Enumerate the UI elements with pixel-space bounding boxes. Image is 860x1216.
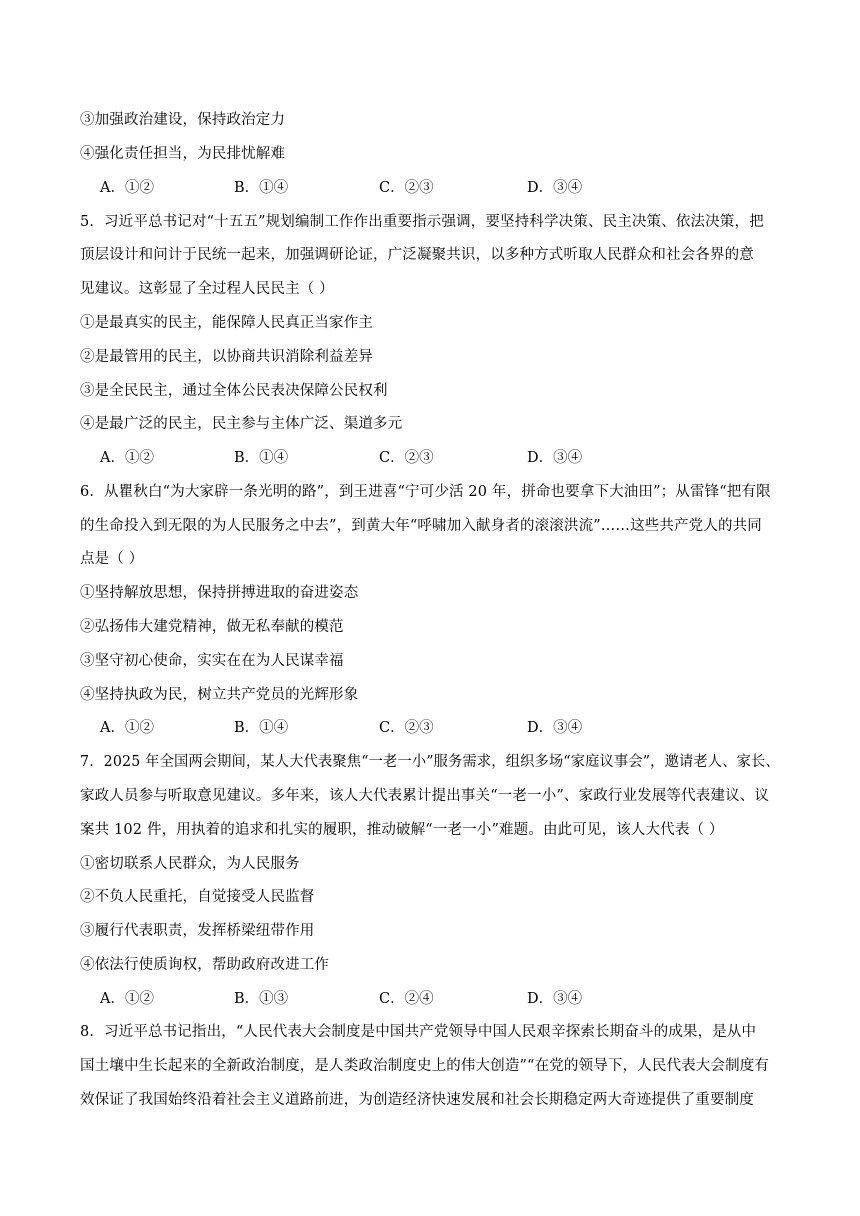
q6-option-a: A．①② bbox=[100, 720, 154, 736]
q5-item-1: ①是最真实的民主，能保障人民真正当家作主 bbox=[80, 315, 373, 331]
q7-item-3: ③履行代表职责，发挥桥梁纽带作用 bbox=[80, 923, 315, 939]
q8-stem-line-1: 8．习近平总书记指出，“人民代表大会制度是中国共产党领导中国人民艰辛探索长期奋斗的成果，是从中 bbox=[80, 1024, 757, 1040]
q5-option-d: D．③④ bbox=[527, 450, 583, 466]
q6-stem-line-3: 点是（ ） bbox=[80, 551, 144, 567]
q6-stem-line-2: 的生命投入到无限的为人民服务之中去”，到黄大年“呼啸加入献身者的滚滚洪流”……这些共产党人的共同 bbox=[80, 518, 762, 534]
q6-item-4: ④坚持执政为民，树立共产党员的光辉形象 bbox=[80, 687, 359, 703]
q8-stem-line-2: 国土壤中生长起来的全新政治制度，是人类政治制度史上的伟大创造”“在党的领导下，人民代表大会制度有 bbox=[80, 1058, 770, 1074]
q4-item-3: ③加强政治建设，保持政治定力 bbox=[80, 112, 286, 128]
q5-option-a: A．①② bbox=[100, 450, 154, 466]
q5-stem-line-1: 5．习近平总书记对“十五五”规划编制工作作出重要指示强调，要坚持科学决策、民主决策、依法决策，把 bbox=[80, 214, 764, 230]
q6-stem-line-1: 6．从瞿秋白“为大家辟一条光明的路”，到王进喜“宁可少活 20 年，拼命也要拿下大油田”；从雷锋“把有限 bbox=[80, 484, 771, 500]
q4-option-a: A．①② bbox=[100, 180, 154, 196]
q5-item-4: ④是最广泛的民主，民主参与主体广泛、渠道多元 bbox=[80, 416, 403, 432]
q5-option-c: C．②③ bbox=[379, 450, 434, 466]
q5-stem-line-2: 顶层设计和问计于民统一起来，加强调研论证，广泛凝聚共识，以多种方式听取人民群众和社会各界的意 bbox=[80, 247, 754, 263]
q5-item-3: ③是全民民主，通过全体公民表决保障公民权利 bbox=[80, 383, 388, 399]
q7-stem-line-2: 家政人员参与听取意见建议。多年来，该人大代表累计提出事关“一老一小”、家政行业发展等代表建议、议 bbox=[80, 788, 770, 804]
q5-item-2: ②是最管用的民主，以协商共识消除利益差异 bbox=[80, 349, 373, 365]
q7-options bbox=[100, 989, 800, 1009]
q4-options bbox=[100, 178, 800, 198]
q7-option-a: A．①② bbox=[100, 991, 154, 1007]
q7-item-1: ①密切联系人民群众，为人民服务 bbox=[80, 856, 300, 872]
q7-item-2: ②不负人民重托，自觉接受人民监督 bbox=[80, 889, 315, 905]
q4-option-d: D．③④ bbox=[527, 180, 583, 196]
q6-item-1: ①坚持解放思想，保持拼搏进取的奋进姿态 bbox=[80, 585, 359, 601]
q4-option-b: B．①④ bbox=[234, 180, 289, 196]
q6-item-3: ③坚守初心使命，实实在在为人民谋幸福 bbox=[80, 653, 344, 669]
q6-option-c: C．②③ bbox=[379, 720, 434, 736]
q7-option-b: B．①③ bbox=[234, 991, 289, 1007]
q6-item-2: ②弘扬伟大建党精神，做无私奉献的模范 bbox=[80, 619, 344, 635]
q8-stem-line-3: 效保证了我国始终沿着社会主义道路前进，为创造经济快速发展和社会长期稳定两大奇迹提供了重要制度 bbox=[80, 1092, 754, 1108]
q7-option-c: C．②④ bbox=[379, 991, 434, 1007]
q4-option-c: C．②③ bbox=[379, 180, 434, 196]
q5-stem-line-3: 见建议。这彰显了全过程人民民主（ ） bbox=[80, 281, 334, 297]
q5-options bbox=[100, 448, 800, 468]
q4-item-4: ④强化责任担当，为民排忧解难 bbox=[80, 146, 286, 162]
q7-stem-line-3: 案共 102 件，用执着的追求和扎实的履职，推动破解“一老一小”难题。由此可见，该人大代表（ ） bbox=[80, 822, 724, 838]
q6-options bbox=[100, 718, 800, 738]
q6-option-d: D．③④ bbox=[527, 720, 583, 736]
q6-option-b: B．①④ bbox=[234, 720, 289, 736]
q7-item-4: ④依法行使质询权，帮助政府改进工作 bbox=[80, 957, 330, 973]
q7-option-d: D．③④ bbox=[527, 991, 583, 1007]
q5-option-b: B．①④ bbox=[234, 450, 289, 466]
q7-stem-line-1: 7．2025 年全国两会期间，某人大代表聚焦“一老一小”服务需求，组织多场“家庭议事会”，邀请老人、家长、 bbox=[80, 754, 780, 770]
